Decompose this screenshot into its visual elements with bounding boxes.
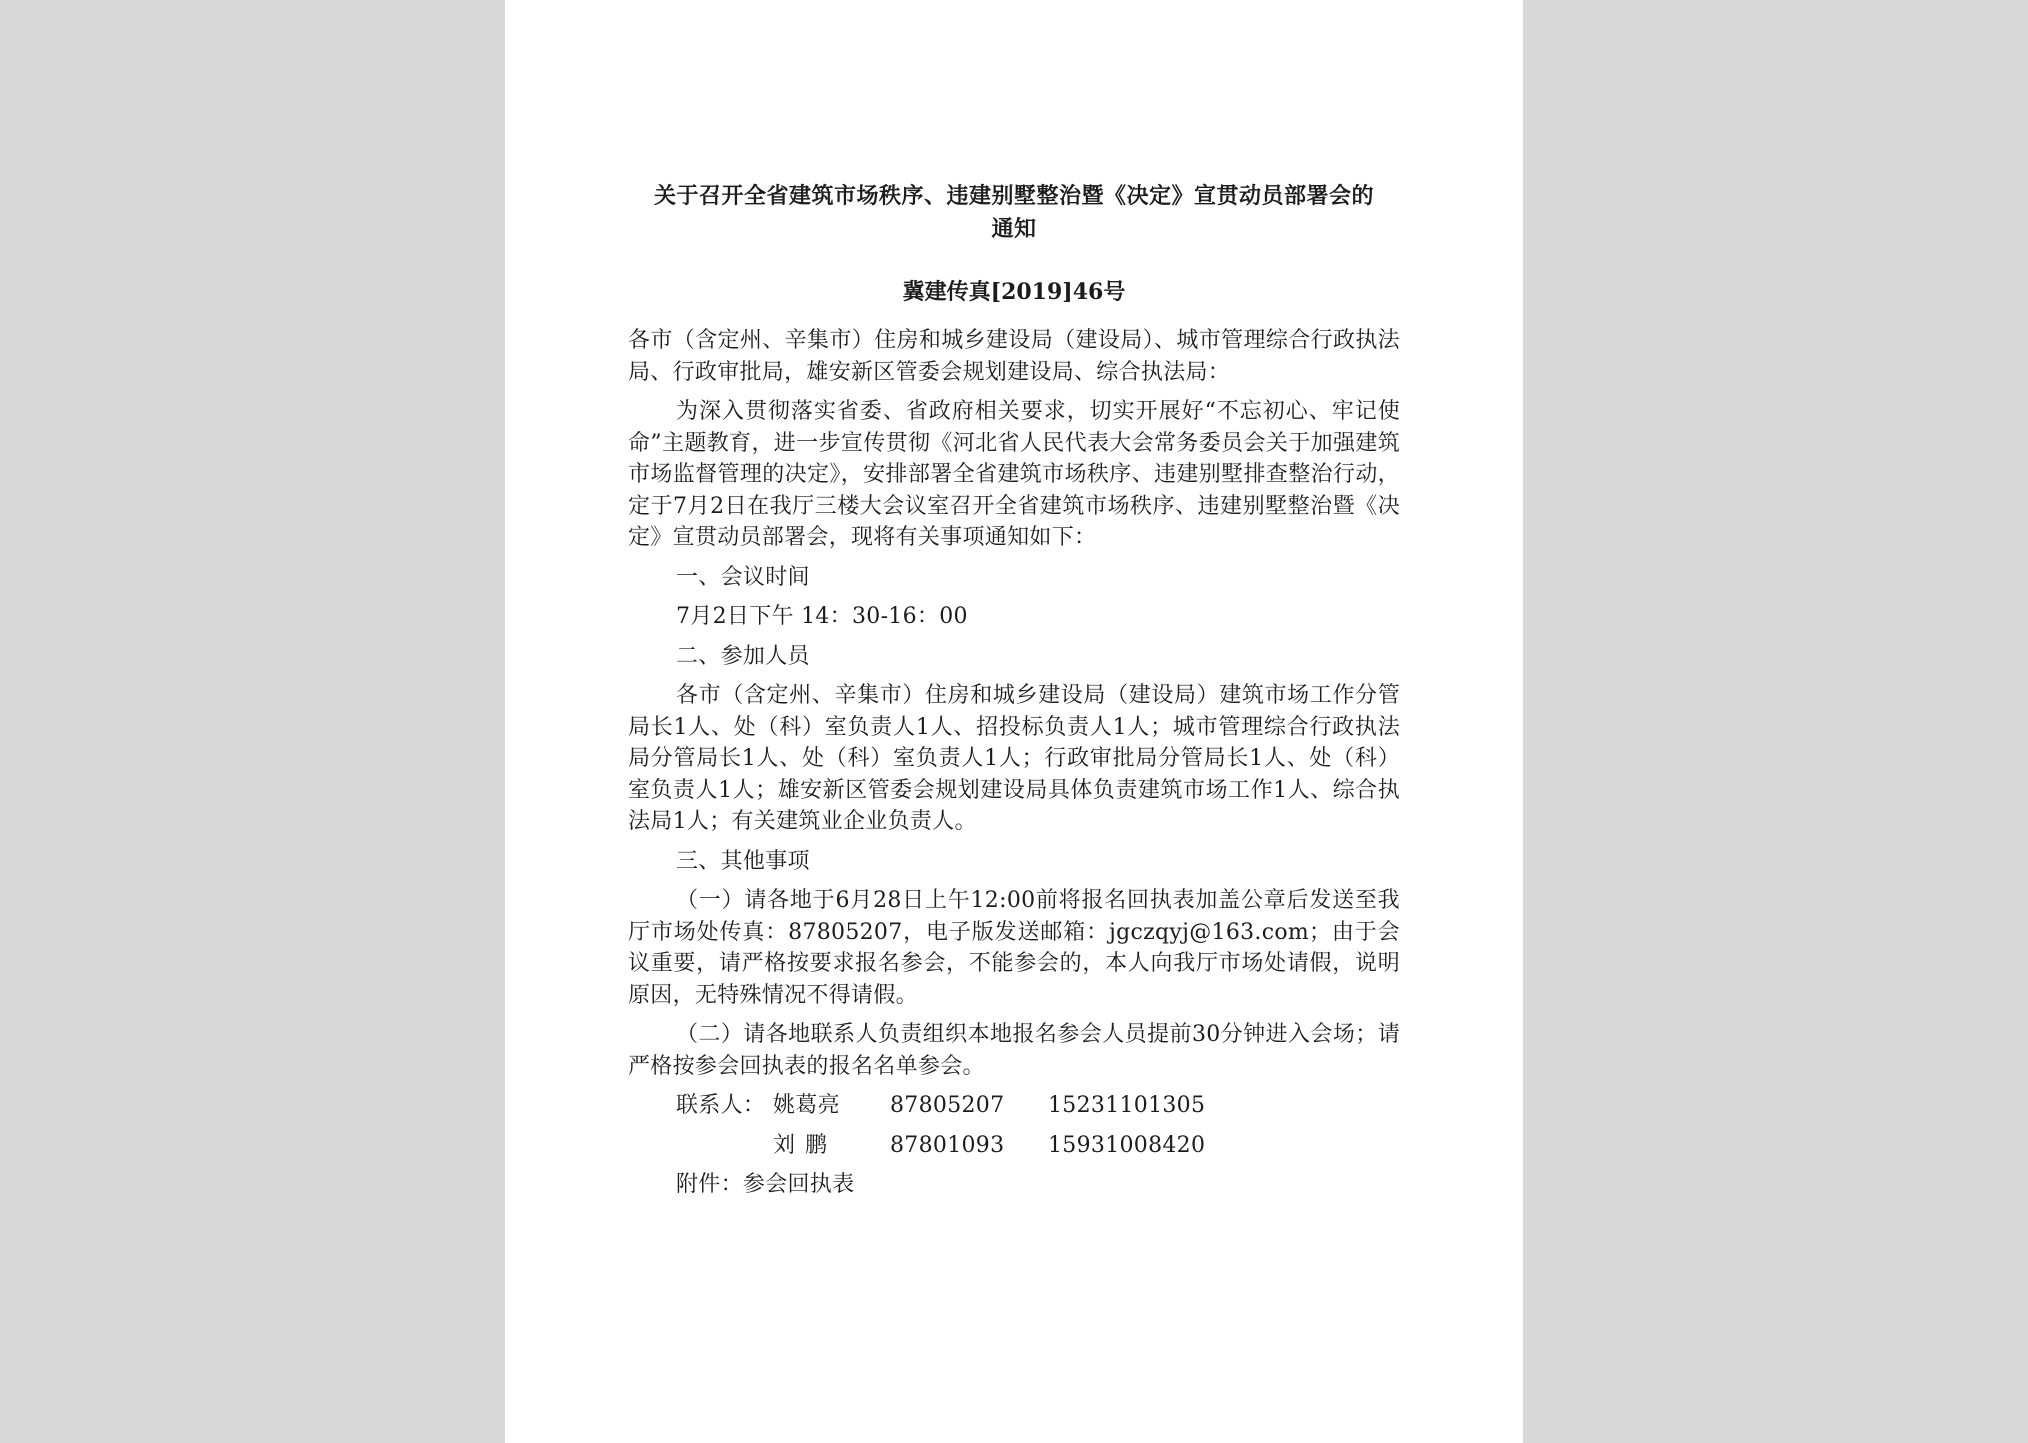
contact-mobile: 15931008420: [1048, 1132, 1206, 1158]
contact-phone: 87805207: [890, 1093, 1005, 1118]
contact-name: 姚葛亮: [773, 1093, 840, 1118]
document-number: 冀建传真[2019]46号: [902, 279, 1126, 305]
contact-row: [628, 1090, 1400, 1122]
section-heading-meeting-time: 一、会议时间: [676, 564, 810, 590]
participants-paragraph: 各市（含定州、辛集市）住房和城乡建设局（建设局）建筑市场工作分管局长1人、处（科）室负责人1人、招投标负责人1人；城市管理综合行政执法局分管局长1人、处（科）室负责人1人；行政审批局分管局长1人、处（科）室负责人1人；雄安新区管委会规划建设局具体负责建筑市场工作1人、综合执法局1人；有关建筑业企业负责人。: [628, 683, 1400, 834]
contact-mobile: 15231101305: [1048, 1093, 1206, 1118]
meeting-time-text: 7月2日下午 14：30-16：00: [676, 604, 968, 629]
document-page: [505, 0, 1523, 1443]
contact-row: [628, 1130, 1400, 1162]
contact-label: 联系人：: [676, 1093, 766, 1118]
intro-paragraph: 为深入贯彻落实省委、省政府相关要求，切实开展好“不忘初心、牢记使命”主题教育，进一步宣传贯彻《河北省人民代表大会常务委员会关于加强建筑市场监督管理的决定》，安排部署全省建筑市场秩序、违建别墅排查整治行动，定于7月2日在我厅三楼大会议室召开全省建筑市场秩序、违建别墅整治暨《决定》宣贯动员部署会，现将有关事项通知如下：: [628, 399, 1400, 550]
contact-name: 刘鹏: [773, 1132, 838, 1158]
addressee-paragraph: 各市（含定州、辛集市）住房和城乡建设局（建设局）、城市管理综合行政执法局、行政审批局，雄安新区管委会规划建设局、综合执法局：: [628, 328, 1400, 385]
other-item-1: （一）请各地于6月28日上午12:00前将报名回执表加盖公章后发送至我厅市场处传真：87805207，电子版发送邮箱：jgczqyj@163.com；由于会议重要，请严格按要求报名参会，不能参会的，本人向我厅市场处请假，说明原因，无特殊情况不得请假。: [628, 888, 1400, 1008]
document-body: [628, 180, 1400, 1209]
other-item-2: （二）请各地联系人负责组织本地报名参会人员提前30分钟进入会场；请严格按参会回执表的报名名单参会。: [628, 1022, 1400, 1079]
title-line-1: 关于召开全省建筑市场秩序、违建别墅整治暨《决定》宣贯动员部署会的: [653, 183, 1374, 209]
section-heading-participants: 二、参加人员: [676, 643, 810, 669]
contact-phone: 87801093: [890, 1132, 1005, 1158]
title-line-2: 通知: [991, 216, 1037, 242]
document-title: [628, 180, 1400, 246]
attachment-line: 附件：参会回执表: [676, 1172, 855, 1197]
section-heading-other-matters: 三、其他事项: [676, 848, 810, 874]
